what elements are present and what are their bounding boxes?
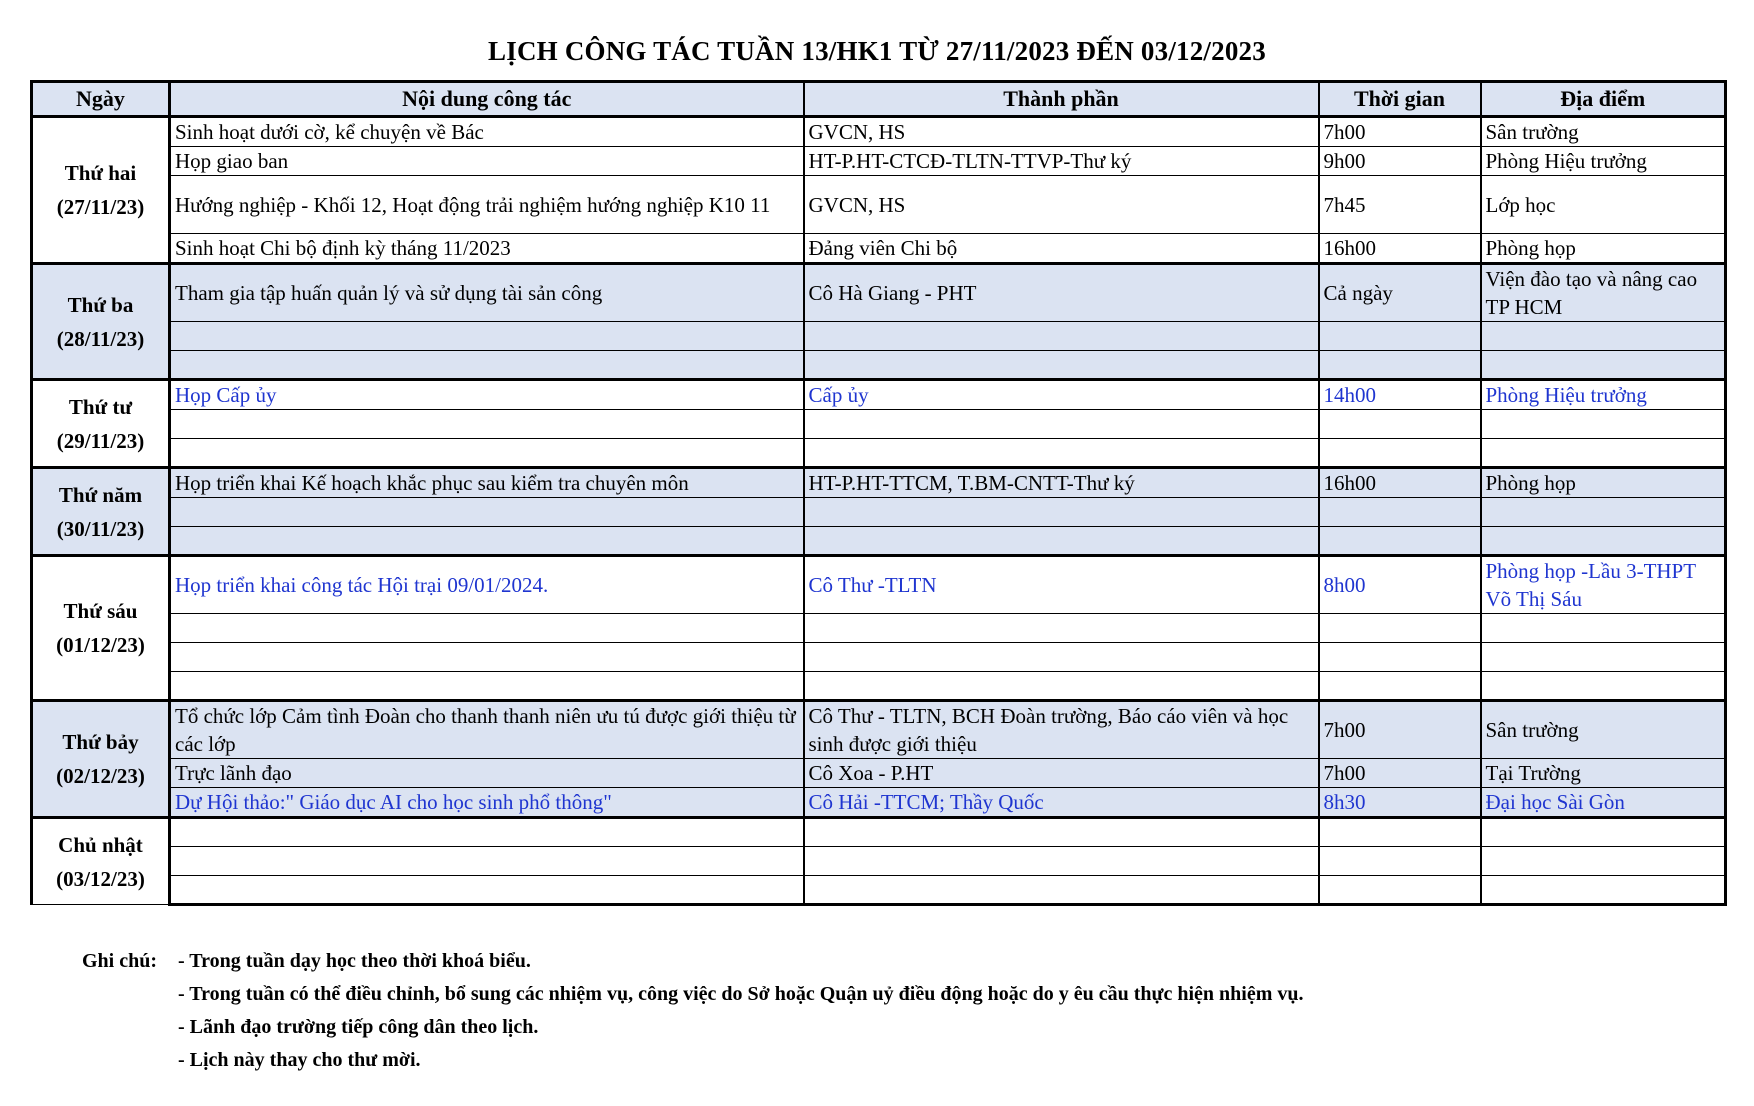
content-cell <box>170 439 804 468</box>
content-cell: Tham gia tập huấn quản lý và sử dụng tài sản công <box>170 264 804 322</box>
content-cell: Dự Hội thảo:" Giáo dục AI cho học sinh phổ thông" <box>170 788 804 818</box>
day-cell <box>32 701 170 818</box>
content-cell: Họp triển khai Kế hoạch khắc phục sau kiểm tra chuyên môn <box>170 468 804 498</box>
header-place: Địa điểm <box>1481 82 1726 117</box>
header-time: Thời gian <box>1319 82 1481 117</box>
content-cell <box>170 351 804 380</box>
content-cell <box>170 672 804 701</box>
table-row <box>32 264 1726 322</box>
time-cell: 8h00 <box>1319 556 1481 614</box>
day-date: (29/11/23) <box>56 428 145 453</box>
place-cell: Đại học Sài Gòn <box>1481 788 1726 818</box>
members-cell <box>804 614 1319 643</box>
members-cell <box>804 410 1319 439</box>
place-cell <box>1481 527 1726 556</box>
day-date: (28/11/23) <box>56 326 145 351</box>
place-cell <box>1481 322 1726 351</box>
header-day: Ngày <box>32 82 170 117</box>
content-cell: Họp giao ban <box>170 147 804 176</box>
content-cell <box>170 410 804 439</box>
day-name: Thứ bảy <box>62 730 139 754</box>
place-cell <box>1481 818 1726 847</box>
table-row <box>32 468 1726 498</box>
time-cell: Cả ngày <box>1319 264 1481 322</box>
time-cell <box>1319 643 1481 672</box>
day-cell <box>32 556 170 701</box>
table-row <box>32 147 1726 176</box>
time-cell: 8h30 <box>1319 788 1481 818</box>
place-cell <box>1481 410 1726 439</box>
members-cell <box>804 498 1319 527</box>
day-cell <box>32 264 170 380</box>
day-cell <box>32 380 170 468</box>
place-cell: Phòng Hiệu trưởng <box>1481 147 1726 176</box>
place-cell: Phòng họp <box>1481 234 1726 264</box>
members-cell <box>804 847 1319 876</box>
members-cell: Cô Hải -TTCM; Thầy Quốc <box>804 788 1319 818</box>
content-cell <box>170 847 804 876</box>
members-cell: Đảng viên Chi bộ <box>804 234 1319 264</box>
members-cell: Cô Thư - TLTN, BCH Đoàn trường, Báo cáo viên và học sinh được giới thiệu <box>804 701 1319 759</box>
time-cell <box>1319 876 1481 905</box>
members-cell: Cô Thư -TLTN <box>804 556 1319 614</box>
table-row <box>32 556 1726 614</box>
content-cell <box>170 498 804 527</box>
table-row <box>32 701 1726 759</box>
time-cell <box>1319 818 1481 847</box>
place-cell <box>1481 672 1726 701</box>
table-row <box>32 234 1726 264</box>
members-cell: GVCN, HS <box>804 117 1319 147</box>
table-row <box>32 672 1726 701</box>
day-name: Thứ ba <box>67 292 134 317</box>
content-cell: Họp Cấp ủy <box>170 380 804 410</box>
members-cell: GVCN, HS <box>804 176 1319 234</box>
table-row <box>32 759 1726 788</box>
content-cell <box>170 643 804 672</box>
time-cell: 7h00 <box>1319 701 1481 759</box>
time-cell <box>1319 847 1481 876</box>
time-cell <box>1319 527 1481 556</box>
place-cell: Sân trường <box>1481 117 1726 147</box>
place-cell <box>1481 614 1726 643</box>
members-cell <box>804 876 1319 905</box>
content-cell <box>170 614 804 643</box>
table-row <box>32 614 1726 643</box>
table-row <box>32 498 1726 527</box>
day-cell <box>32 117 170 264</box>
place-cell: Viện đào tạo và nâng cao TP HCM <box>1481 264 1726 322</box>
content-cell <box>170 876 804 905</box>
table-row <box>32 351 1726 380</box>
schedule-table <box>30 80 1727 906</box>
table-row <box>32 439 1726 468</box>
members-cell <box>804 818 1319 847</box>
content-cell: Sinh hoạt dưới cờ, kể chuyện về Bác <box>170 117 804 147</box>
time-cell: 7h45 <box>1319 176 1481 234</box>
day-date: (01/12/23) <box>56 633 145 657</box>
day-cell <box>32 468 170 556</box>
day-name: Thứ tư <box>68 394 133 419</box>
note-line: - Trong tuần dạy học theo thời khoá biểu. <box>178 950 531 972</box>
table-row <box>32 380 1726 410</box>
day-date: (30/11/23) <box>56 516 145 541</box>
content-cell: Tổ chức lớp Cảm tình Đoàn cho thanh thanh niên ưu tú được giới thiệu từ các lớp <box>170 701 804 759</box>
place-cell <box>1481 876 1726 905</box>
members-cell <box>804 351 1319 380</box>
table-row <box>32 322 1726 351</box>
note-line: - Lịch này thay cho thư mời. <box>178 1049 421 1071</box>
content-cell: Trực lãnh đạo <box>170 759 804 788</box>
table-row <box>32 847 1726 876</box>
time-cell: 7h00 <box>1319 117 1481 147</box>
table-row <box>32 818 1726 847</box>
content-cell <box>170 818 804 847</box>
place-cell: Phòng họp <box>1481 468 1726 498</box>
time-cell <box>1319 410 1481 439</box>
day-name: Thứ sáu <box>63 599 138 623</box>
header-row <box>32 82 1726 117</box>
place-cell: Sân trường <box>1481 701 1726 759</box>
content-cell: Họp triển khai công tác Hội trại 09/01/2024. <box>170 556 804 614</box>
table-row <box>32 643 1726 672</box>
time-cell: 16h00 <box>1319 468 1481 498</box>
members-cell: Cô Hà Giang - PHT <box>804 264 1319 322</box>
content-cell: Hướng nghiệp - Khối 12, Hoạt động trải nghiệm hướng nghiệp K10 11 <box>170 176 804 234</box>
content-cell <box>170 527 804 556</box>
day-name: Thứ năm <box>58 482 143 507</box>
header-content: Nội dung công tác <box>170 82 804 117</box>
members-cell: HT-P.HT-TTCM, T.BM-CNTT-Thư ký <box>804 468 1319 498</box>
time-cell: 9h00 <box>1319 147 1481 176</box>
time-cell <box>1319 322 1481 351</box>
time-cell <box>1319 351 1481 380</box>
table-row <box>32 176 1726 234</box>
schedule-body <box>32 117 1726 905</box>
time-cell <box>1319 498 1481 527</box>
place-cell <box>1481 498 1726 527</box>
members-cell <box>804 643 1319 672</box>
place-cell: Phòng họp -Lầu 3-THPT Võ Thị Sáu <box>1481 556 1726 614</box>
members-cell <box>804 322 1319 351</box>
place-cell <box>1481 351 1726 380</box>
members-cell <box>804 439 1319 468</box>
content-cell <box>170 322 804 351</box>
members-cell <box>804 672 1319 701</box>
time-cell <box>1319 672 1481 701</box>
day-cell <box>32 818 170 905</box>
table-row <box>32 788 1726 818</box>
table-row <box>32 527 1726 556</box>
header-members: Thành phần <box>804 82 1319 117</box>
notes-label: Ghi chú: <box>82 950 158 972</box>
day-date: (03/12/23) <box>56 866 145 891</box>
day-date: (27/11/23) <box>56 195 145 219</box>
table-row <box>32 876 1726 905</box>
place-cell: Tại Trường <box>1481 759 1726 788</box>
day-date: (02/12/23) <box>56 764 145 788</box>
note-line: - Lãnh đạo trường tiếp công dân theo lịch. <box>178 1016 539 1038</box>
members-cell: Cô Xoa - P.HT <box>804 759 1319 788</box>
members-cell <box>804 527 1319 556</box>
day-name: Chủ nhật <box>58 832 143 857</box>
place-cell <box>1481 439 1726 468</box>
day-name: Thứ hai <box>64 161 137 185</box>
place-cell: Phòng Hiệu trưởng <box>1481 380 1726 410</box>
table-row <box>32 410 1726 439</box>
members-cell: HT-P.HT-CTCĐ-TLTN-TTVP-Thư ký <box>804 147 1319 176</box>
time-cell <box>1319 614 1481 643</box>
place-cell: Lớp học <box>1481 176 1726 234</box>
place-cell <box>1481 847 1726 876</box>
time-cell <box>1319 439 1481 468</box>
content-cell: Sinh hoạt Chi bộ định kỳ tháng 11/2023 <box>170 234 804 264</box>
note-line: - Trong tuần có thể điều chỉnh, bổ sung các nhiệm vụ, công việc do Sở hoặc Quận uỷ điều động hoặc do y êu cầu thực hiện nhiệm vụ. <box>178 983 1304 1005</box>
time-cell: 14h00 <box>1319 380 1481 410</box>
time-cell: 16h00 <box>1319 234 1481 264</box>
place-cell <box>1481 643 1726 672</box>
table-row <box>32 117 1726 147</box>
page-title: LỊCH CÔNG TÁC TUẦN 13/HK1 TỪ 27/11/2023 ĐẾN 03/12/2023 <box>488 36 1266 66</box>
time-cell: 7h00 <box>1319 759 1481 788</box>
members-cell: Cấp ủy <box>804 380 1319 410</box>
